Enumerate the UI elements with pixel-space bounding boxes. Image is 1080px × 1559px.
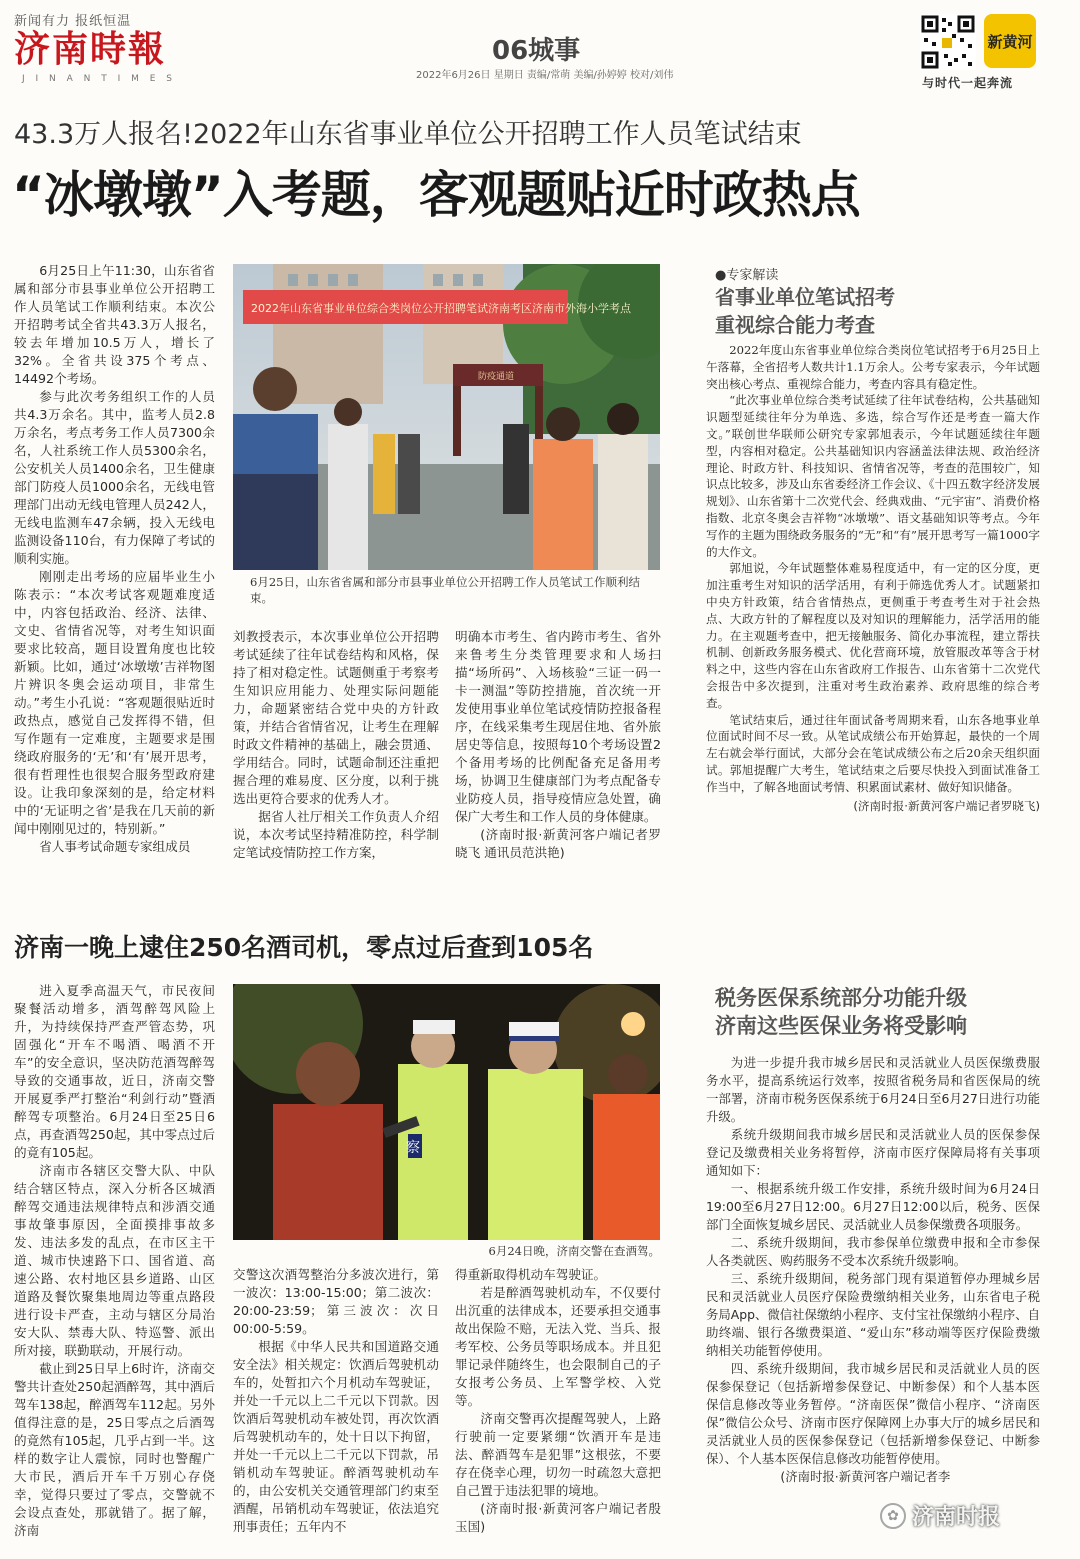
drunk-col3-para-2: 若是醉酒驾驶机动车，不仅要付出沉重的法律成本，还要承担交通事故出保险不赔，无法入党、当兵、报考军校、公务员等职场成本。并且犯罪记录伴随终生，也会限制自己的子女报考公务员、上军警学校、入党等。 <box>455 1285 661 1408</box>
expert-para-4: 笔试结束后，通过往年面试备考周期来看，山东各地事业单位面试时间不尽一致。从笔试成绩公布开始算起，最快的一个周左右就会举行面试，大部分会在笔试成绩公布之后20余天组织面试。郭旭提醒广大考生，笔试结束之后要尽快投入到面试准备工作当中，了解各地面试考情、积累面试素材、做好知识储备。 <box>706 712 1040 794</box>
photo-banner-text: 2022年山东省事业单位综合类岗位公开招聘笔试济南考区济南市外海小学考点 <box>251 302 631 315</box>
expert-body <box>706 342 1040 814</box>
watermark-text: 济南时报 <box>912 1505 1001 1530</box>
lead-kicker: 43.3万人报名!2022年山东省事业单位公开招聘工作人员笔试结束 <box>14 119 802 150</box>
app-name: 新黄河 <box>987 32 1033 51</box>
lead-headline: “冰墩墩”入考题，客观题贴近时政热点 <box>12 166 860 224</box>
app-slogan: 与时代一起奔流 <box>922 76 1014 90</box>
lead-para-4: 省人事考试命题专家组成员 <box>39 839 191 854</box>
expert-headline-2: 重视综合能力考查 <box>715 313 875 337</box>
tax-para-1: 为进一步提升我市城乡居民和灵活就业人员医保缴费服务水平，提高系统运行效率，按照省税务局和省医保局的统一部署，济南市税务医保系统于6月24日至6月27日进行功能升级。 <box>706 1055 1040 1124</box>
expert-para-1: 2022年度山东省事业单位综合类岗位笔试招考于6月25日上午落幕，全省招考人数共计1.1万余人。公考专家表示，今年试题突出核心考点、重视综合能力，考查内容具有稳定性。 <box>706 343 1040 391</box>
drunk-col3-para-1: 得重新取得机动车驾驶证。 <box>455 1267 607 1282</box>
tax-byline: (济南时报·新黄河客户端记者李 <box>780 1469 951 1484</box>
lead-col-2 <box>233 628 439 862</box>
qr-code-icon <box>920 14 976 70</box>
lead-photo-caption: 6月25日，山东省省属和部分市县事业单位公开招聘工作人员笔试工作顺利结束。 <box>250 575 640 605</box>
logo-text: 济南時報 <box>14 28 167 70</box>
lead-col2-para-1: 刘教授表示，本次事业单位公开招聘考试延续了往年试卷结构和风格，保持了相对稳定性。试题侧重于考察考生知识应用能力、处理实际问题能力，命题紧密结合党中央的方针政策，并结合省情省况，让考生在理解时政文件精神的基础上，融会贯通、学用结合。同时，试题命制还注重把握合理的难易度、区分度，以利于挑选出更符合要求的优秀人才。 <box>233 629 439 806</box>
lead-col2-para-2: 据省人社厅相关工作负责人介绍说，本次考试坚持精准防控，科学制定笔试疫情防控工作方案， <box>233 809 439 860</box>
lead-photo <box>233 264 660 570</box>
expert-headline-1: 省事业单位笔试招考 <box>715 285 895 309</box>
tax-headline-1: 税务医保系统部分功能升级 <box>715 986 967 1010</box>
expert-byline: (济南时报·新黄河客户端记者罗晓飞) <box>853 798 1040 813</box>
page-label: 06城事 <box>492 36 581 66</box>
lead-para-1: 6月25日上午11:30，山东省省属和部分市县事业单位公开招聘工作人员笔试工作顺利结束。本次公开招聘考试全省共43.3万人报名，较去年增加10.5万人，增长了32%。全省共设375个考点、14492个考场。 <box>14 263 215 386</box>
drunk-col-2 <box>233 1266 439 1536</box>
drunk-para-3: 截止到25日早上6时许，济南交警共计查处250起酒醉驾，其中酒后驾车138起，醉酒驾车112起。另外值得注意的是，25日零点之后酒驾的竟然有105起，几乎占到一半。这样的数字让人震惊，同时也警醒广大市民，酒后开车千万别心存侥幸，觉得只要过了零点，交警就不会设点查处，那就错了。据了解，济南 <box>14 1361 215 1538</box>
lead-col-3 <box>455 628 661 862</box>
tax-para-3: 一、根据系统升级工作安排，系统升级时间为6月24日19:00至6月27日12:00。6月27日12:00以后，税务、医保部门全面恢复城乡居民、灵活就业人员参保缴费各项服务。 <box>706 1181 1040 1232</box>
tax-para-4: 二、系统升级期间，我市参保单位缴费申报和全市参保人各类就医、购药服务不受本次系统升级影响。 <box>706 1235 1040 1268</box>
drunk-para-1: 进入夏季高温天气，市民夜间聚餐活动增多，酒驾醉驾风险上升，为持续保持严查严管态势，巩固强化“开车不喝酒、喝酒不开车”的安全意识，坚决防范酒驾醉驾导致的交通事故，近日，济南交警开展夏季严打整治“利剑行动”暨酒醉驾专项整治。6月24日至25日6点，再查酒驾250起，其中零点过后的竟有105起。 <box>14 983 215 1160</box>
drunk-col2-para-1: 交警这次酒驾整治分多波次进行，第一波次：13:00-15:00；第二波次：20:00-23:59；第三波次：次日00:00-5:59。 <box>233 1267 439 1336</box>
drunk-para-2: 济南市各辖区交警大队、中队结合辖区特点，深入分析各区城酒醉驾交通违法规律特点和涉酒交通事故肇事原因，全面摸排事故多发、违法多发的乱点，在市区主干道、城市快速路下口、国省道、高速公路、农村地区县乡道路、山区道路及餐饮聚集地周边等重点路段进行设卡严查，主动与辖区分局治安大队、禁毒大队、特巡警、派出所对接，联勤联动，开展行动。 <box>14 1163 215 1358</box>
watermark <box>880 1500 1000 1531</box>
lead-para-3: 刚刚走出考场的应届毕业生小陈表示：“本次考试客观题难度适中，内容包括政治、经济、法律、文史、省情省况等，对考生知识面要求比较高，题目设置角度也比较新颖。比如，通过‘冰墩墩’吉祥物图片辨识冬奥会运动项目，非常生动。”考生小孔说：“客观题很贴近时政热点，感觉自己发挥得不错，但写作题有一定难度，主题要求是围绕政府服务的‘无’和‘有’展开思考，很有哲理性也很契合服务型政府建设。让我印象深刻的是，给定材料中的‘无证明之省’是我在几天前的新闻中刚刚见过的，特别新。” <box>14 569 215 836</box>
date-line: 2022年6月26日 星期日 责编/常萌 美编/孙婷婷 校对/刘伟 <box>416 70 674 81</box>
logo-sub: J I N A N T I M E S <box>22 74 176 84</box>
slogan: 新闻有力 报纸恒温 <box>14 14 132 29</box>
masthead-logo <box>14 28 166 70</box>
drunk-col3-para-3: 济南交警再次提醒驾驶人，上路行驶前一定要紧绷“饮酒开车是违法、醉酒驾车是犯罪”这根弦，不要存在侥幸心理，切勿一时疏忽大意把自己置于违法犯罪的境地。 <box>455 1411 661 1498</box>
lead-col3-para-1: 明确本市考生、省内跨市考生、省外来鲁考生分类管理要求和人场扫描“场所码”、入场核验“三证一码一卡一测温”等防控措施，首次统一开发使用事业单位笔试疫情防控报备程序，在线采集考生现居住地、省外旅居史等信息，按照每10个考场设置2个备用考场的比例配备充足备用考场，协调卫生健康部门为考点配备专业防疫人员，指导疫情应急处置，确保广大考生和工作人员的身体健康。 <box>455 629 661 824</box>
drunk-col-3 <box>455 1266 661 1536</box>
wechat-icon: ✿ <box>880 1503 906 1529</box>
expert-para-3: 郭旭说，今年试题整体难易程度适中，有一定的区分度，更加注重考生对知识的活学活用，有利于筛选优秀人才。试题紧扣中央方针政策，结合省情热点，更侧重于考查考生对于社会热点、大政方针的了解程度以及对知识的理解能力，活学活用的能力。在主观题考查中，把无接触服务、简化办事流程，建立帮扶机制、创新政务服务模式、优化营商环境，放管服改革等含于材料之中，这些内容在山东省政府工作报告、山东省第十二次党代会报告中多次提到，注重对考生政治素养、政府思维的综合考查。 <box>706 561 1040 710</box>
photo-vest-text: 察 <box>406 1140 420 1156</box>
tax-body <box>706 1054 1040 1486</box>
expert-para-2: “此次事业单位综合类考试延续了往年试卷结构，公共基础知识题型延续往年分为单选、多选，综合写作还是考查一篇大作文。”联创世华联师公研究专家郭旭表示，今年试题延续往年题型，内容相对稳定。公共基础知识内容涵盖法律法规、政治经济理论、时政方针、科技知识、省情省况等，考查的范围较广，知识点比较多，涉及山东省委经济工作会议、《十四五数字经济发展规划》、山东省第十二次党代会、经典戏曲、“元宇宙”、消费价格指数、北京冬奥会吉祥物“冰墩墩”、语文基础知识等考点。今年写作的主题为围绕政务服务的“无”和“有”展开思考写一篇1000字的大作文。 <box>706 393 1040 559</box>
drunk-photo <box>233 984 660 1240</box>
tax-headline-2: 济南这些医保业务将受影响 <box>715 1014 967 1038</box>
tax-para-5: 三、系统升级期间，税务部门现有渠道暂停办理城乡居民和灵活就业人员医疗保险费缴纳相关业务，山东省电子税务局App、微信社保缴纳小程序、支付宝社保缴纳小程序、自助终端、银行各缴费渠道、“爱山东”移动端等医疗保险费缴纳相关功能暂停使用。 <box>706 1271 1040 1358</box>
lead-byline: (济南时报·新黄河客户端记者罗晓飞 通讯员范洪艳) <box>455 827 661 860</box>
drunk-photo-caption: 6月24日晚，济南交警在查酒驾。 <box>488 1244 660 1258</box>
drunk-col-1 <box>14 982 215 1540</box>
drunk-col2-para-2: 根据《中华人民共和国道路交通安全法》相关规定：饮酒后驾驶机动车的，处暂扣六个月机动车驾驶证，并处一千元以上二千元以下罚款。因饮酒后驾驶机动车被处罚，再次饮酒后驾驶机动车的，处十日以下拘留，并处一千元以上二千元以下罚款，吊销机动车驾驶证。醉酒驾驶机动车的，由公安机关交通管理部门约束至酒醒，吊销机动车驾驶证，依法追究刑事责任；五年内不 <box>233 1339 439 1534</box>
drunk-byline: (济南时报·新黄河客户端记者殷玉国) <box>455 1501 661 1534</box>
lead-para-2: 参与此次考务组织工作的人员共4.3万余名。其中，监考人员2.8万余名，考点考务工作人员7300余名，人社系统工作人员5300余名，公安机关人员1400余名，卫生健康部门防疫人员1000余名，无线电管理部门出动无线电管理人员242人，无线电监测车47余辆，投入无线电监测设备110台，有力保障了考试的顺利实施。 <box>14 389 215 566</box>
lead-col-1 <box>14 262 215 856</box>
drunk-headline: 济南一晚上逮住250名酒司机，零点过后查到105名 <box>14 933 594 962</box>
expert-label: ●专家解读 <box>715 268 779 283</box>
photo-gate-text: 防疫通道 <box>478 372 515 382</box>
tax-para-6: 四、系统升级期间，我市城乡居民和灵活就业人员的医保参保登记（包括新增参保登记、中断参保）和个人基本医保信息修改等业务暂停。“济南医保”微信小程序、“济南医保”微信公众号、济南市医疗保障网上办事大厅的城乡居民和灵活就业人员的医保参保登记（包括新增参保登记、中断参保）、个人基本医保信息修改功能暂停使用。 <box>706 1361 1040 1466</box>
app-logo <box>984 14 1036 68</box>
tax-para-2: 系统升级期间我市城乡居民和灵活就业人员的医保参保登记及缴费相关业务将暂停，济南市医疗保障局将有关事项通知如下： <box>706 1127 1040 1178</box>
